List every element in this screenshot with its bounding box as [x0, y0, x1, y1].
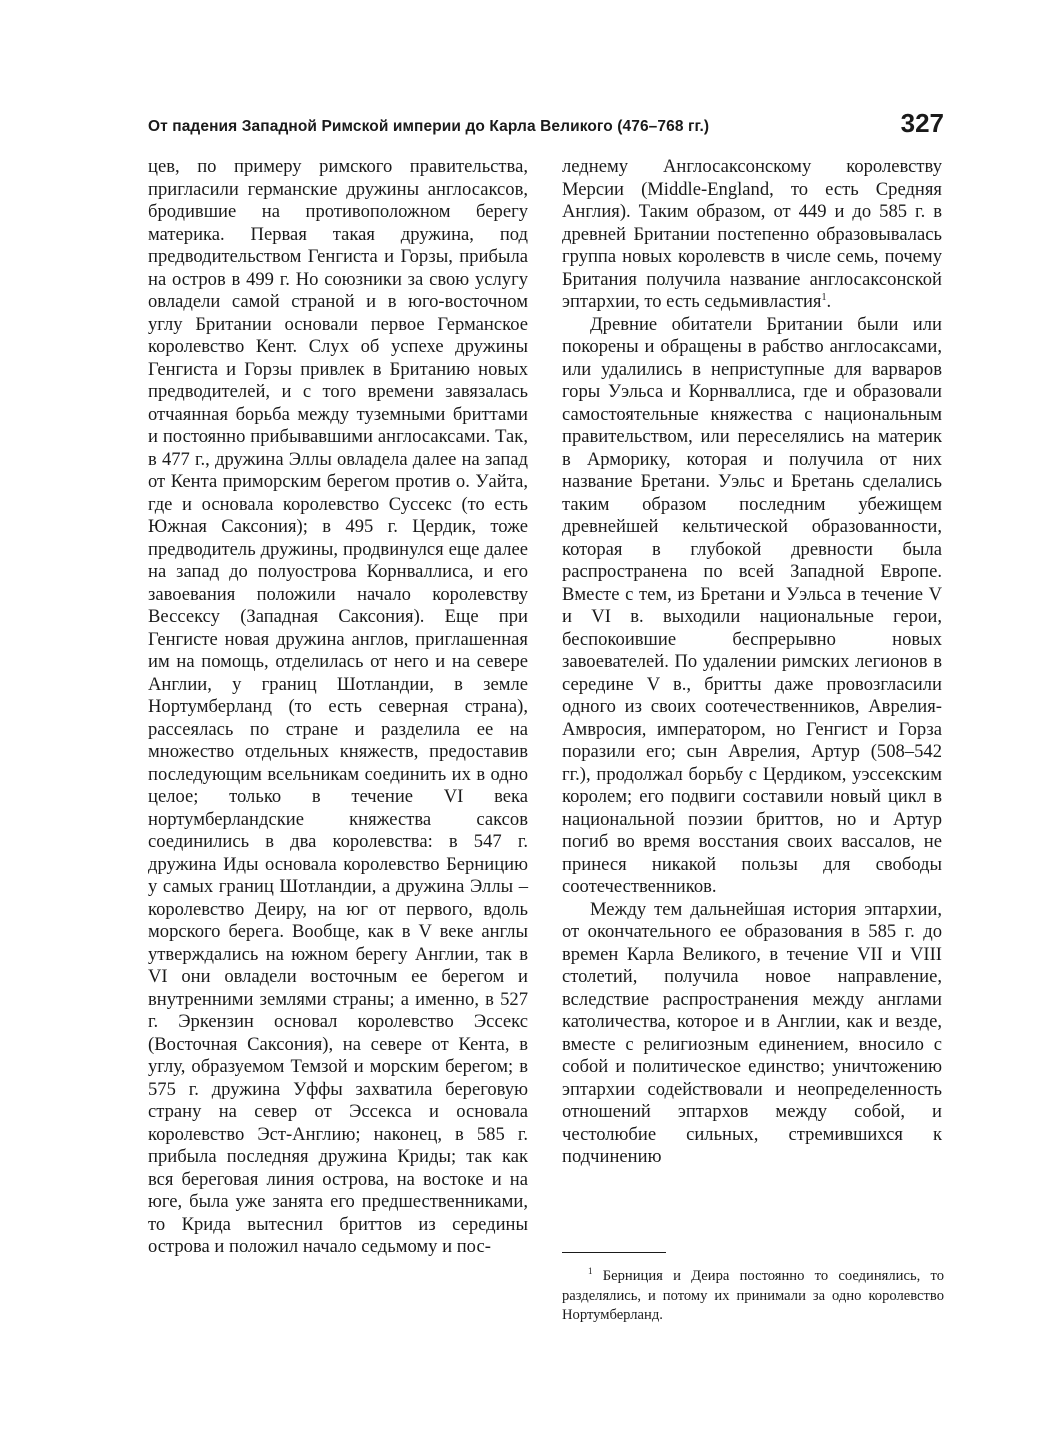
page-number: 327 — [900, 108, 944, 138]
footnote-reference[interactable]: 1 — [821, 291, 827, 303]
footnote-text: Берниция и Деира постоянно то соединялись, то разделялись, и потому их принимали за одно королевство Нортумберланд. — [562, 1268, 944, 1323]
paragraph: цев, по примеру римского правительства, пригласили германские дружины англосаксов, бродившие на противоположном берегу материка. Первая такая дружина, под предводительством Генгиста и Горзы, прибыла на остров в 499 г. Но союзники за свою услугу овладели самой страной и в юго-восточном углу Британии основали первое Германское королевство Кент. Слух об успехе дружины Генгиста и Горзы привлек в Британию новых предводителей, и с того времени завязалась отчаянная борьба между туземными бриттами и постоянно прибывавшими англосаксами. Так, в 477 г., дружина Эллы овладела далее на запад от Кента приморским берегом против о. Уайта, где и основала королевство Суссекс (то есть Южная Саксония); в 495 г. Цердик, тоже предводитель дружины, продвинулся еще далее на запад до полуострова Корнваллиса, и его завоевания положили начало королевству Вессексу (Западная Саксония). Еще при Генгисте новая дружина англов, приглашенная им на помощь, отделилась от него и на севере Англии, у границ Шотландии, в земле Нортумберланд (то есть северная страна), рассеялась по стране и разделила ее на множество отдельных княжеств, предоставив последующим всельникам соединить их в одно целое; только в течение VI века нортумберландские княжества саксов соединились в два королевства: в 547 г. дружина Иды основала королевство Берницию у самых границ Шотландии, а дружина Эллы – королевство Деиру, на юг от первого, вдоль морского берега. Вообще, как в V веке англы утверждались на южном берегу Англии, так в VI они овладели восточным ее берегом и внутренними землями страны; а именно, в 527 г. Эркензин основал королевство Эссекс (Восточная Саксония), на севере от Кента, в углу, образуемом Темзой и морским берегом; в 575 г. дружина Уффы захватила береговую страну на север от Эссекса и основала королевство Эст-Англию; наконец, в 585 г. прибыла последняя дружина Криды; так как вся береговая линия острова, на востоке и на юге, была уже занята его предшественниками, то Крида вытеснил бриттов из середины острова и положил начало седьмому и пос- — [148, 156, 528, 1257]
right-column — [562, 156, 942, 1169]
running-title: От падения Западной Римской империи до Карла Великого (476–768 гг.) — [148, 118, 710, 135]
footnote — [562, 1267, 944, 1326]
paragraph — [562, 156, 942, 314]
left-column — [148, 156, 528, 1259]
paragraph-end: . — [826, 291, 832, 312]
paragraph: Между тем дальнейшая история эптархии, от окончательного ее образования в 585 г. до времен Карла Великого, в течение VII и VIII столетий, получила новое направление, вследствие распространения между англами католичества, которое и в Англии, как и везде, вместе с религиозным единением, вносило с собой и политическое единство; уничтожению эптархии содействовали и неопределенность отношений эптархов между собой, и честолюбие сильных, стремившихся к подчинению — [562, 898, 942, 1167]
paragraph-text: леднему Англосаксонскому королевству Мерсии (Middle-England, то есть Средняя Англия). Таким образом, от 449 и до 585 г. в древней Британии постепенно образовывалась группа новых королевств в числе семь, почему Британия получила название англосаксонской эптархии, то есть седьмивластия — [562, 156, 942, 312]
footnote-separator — [562, 1252, 666, 1253]
paragraph: Древние обитатели Британии были или покорены и обращены в рабство англосаксами, или удалились в неприступные для варваров горы Уэльса и Корнваллиса, где и образовали самостоятельные княжества с национальным правительством, или переселялись на материк в Арморику, которая и получила от них название Бретани. Уэльс и Бретань сделались таким образом последним убежищем древнейшей кельтической образованности, которая в глубокой древности была распространена по всей Западной Европе. Вместе с тем, из Бретани и Уэльса в течение V и VI в. выходили национальные герои, беспокоившие беспрерывно новых завоевателей. По удалении римских легионов в середине V в., бритты даже провозгласили одного из своих соотечественников, Аврелия-Амвросия, императором, но Генгист и Горза поразили его; сын Аврелия, Артур (508–542 гг.), продолжал борьбу с Цердиком, уэссекским королем; его подвиги составили новый цикл в национальной поэзии бриттов, но и Артур погиб во время восстания своих вассалов, не принеся никакой пользы для свободы соотечественников. — [562, 313, 942, 897]
running-head — [148, 108, 944, 144]
footnote-mark: 1 — [588, 1266, 593, 1277]
